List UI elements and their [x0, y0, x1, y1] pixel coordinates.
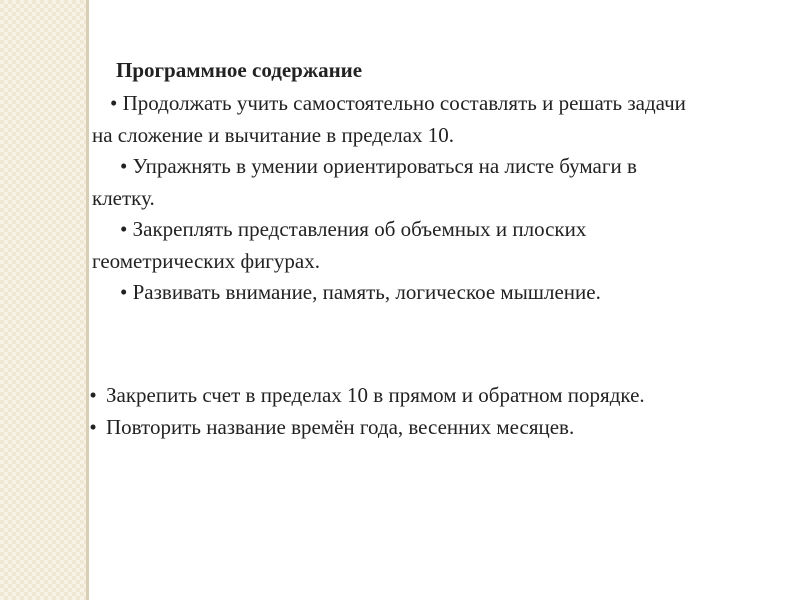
bullet-icon: • — [89, 383, 97, 407]
goal-item: • Продолжать учить самостоятельно составлять и решать задачи на сложение и вычитание в пределах 10. — [92, 91, 686, 147]
side-divider — [86, 0, 89, 600]
goal-item: • Упражнять в умении ориентироваться на листе бумаги в клетку. — [92, 154, 637, 210]
task-item: • Закрепить счет в пределах 10 в прямом и обратном порядке. — [80, 380, 730, 412]
section-title: Программное содержание — [116, 58, 363, 82]
bullet-icon: • — [89, 414, 97, 439]
program-goals — [92, 88, 702, 309]
task-list — [80, 380, 730, 443]
decorative-side-band — [0, 0, 86, 600]
task-item: • Повторить название времён года, весенних месяцев. — [80, 412, 730, 444]
goal-item: • Развивать внимание, память, логическое мышление. — [120, 280, 601, 304]
goal-item: • Закреплять представления об объемных и плоских геометрических фигурах. — [92, 217, 587, 273]
